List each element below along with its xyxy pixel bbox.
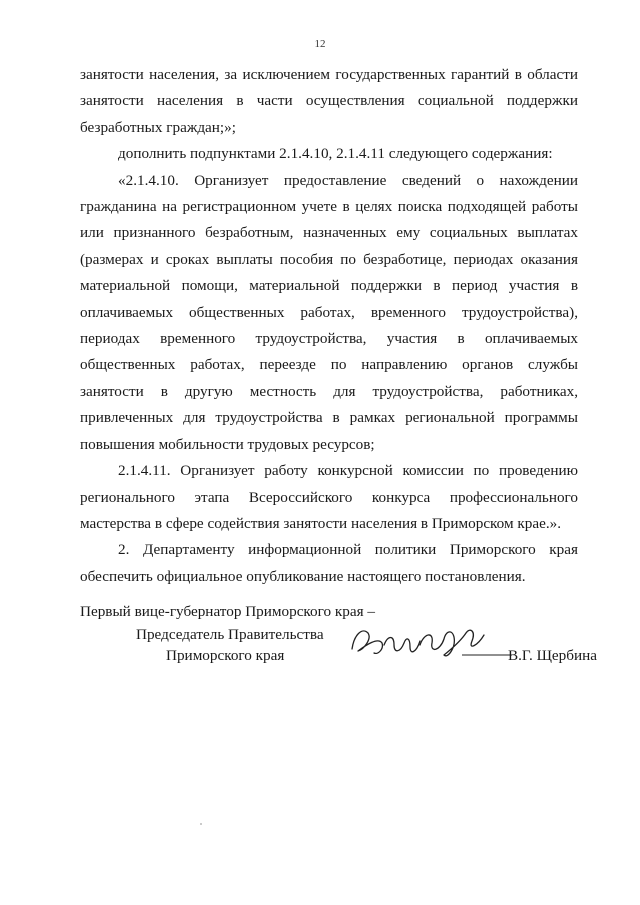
paragraph-item-2: 2. Департаменту информационной политики Приморского края обеспечить официальное опубликование настоящего постановления. — [80, 541, 578, 585]
page-number: 12 — [314, 38, 326, 50]
paragraph-2-1-4-10: «2.1.4.10. Организует предоставление сведений о нахождении гражданина на регистрационном учете в целях поиска подходящей работы или признанного безработным, назначенных ему социальных выплатах (размерах и сроках выплаты пособия по безработице, периодах оказания материальной помощи, материальной поддержки в период участия в оплачиваемых общественных работах, временного трудоустройства), периодах временного трудоустройства, участия в оплачиваемых общественных работах, переезде по направлению органов службы занятости в другую местность для трудоустройства, работниках, привлеченных для трудоустройства в рамках региональной программы повышения мобильности трудовых ресурсов; — [80, 171, 578, 453]
paragraph-continuation: занятости населения, за исключением государственных гарантий в области занятости населения в части осуществления социальной поддержки безработных граждан;»; — [80, 66, 578, 136]
signatory-position-line2: Председатель Правительства — [136, 626, 324, 643]
scan-speck — [200, 823, 202, 825]
document-body — [80, 62, 578, 590]
paragraph-2-1-4-11: 2.1.4.11. Организует работу конкурсной комиссии по проведению регионального этапа Всероссийского конкурса профессионального мастерства в сфере содействия занятости населения в Приморском крае.». — [80, 462, 578, 532]
signatory-position-line3: Приморского края — [166, 647, 285, 664]
handwritten-signature — [344, 615, 514, 667]
paragraph-amendment-intro: дополнить подпунктами 2.1.4.10, 2.1.4.11 следующего содержания: — [118, 145, 553, 163]
signature-block — [80, 603, 600, 673]
signatory-name: В.Г. Щербина — [508, 647, 597, 664]
signatory-position-line1: Первый вице-губернатор Приморского края – — [80, 603, 375, 620]
